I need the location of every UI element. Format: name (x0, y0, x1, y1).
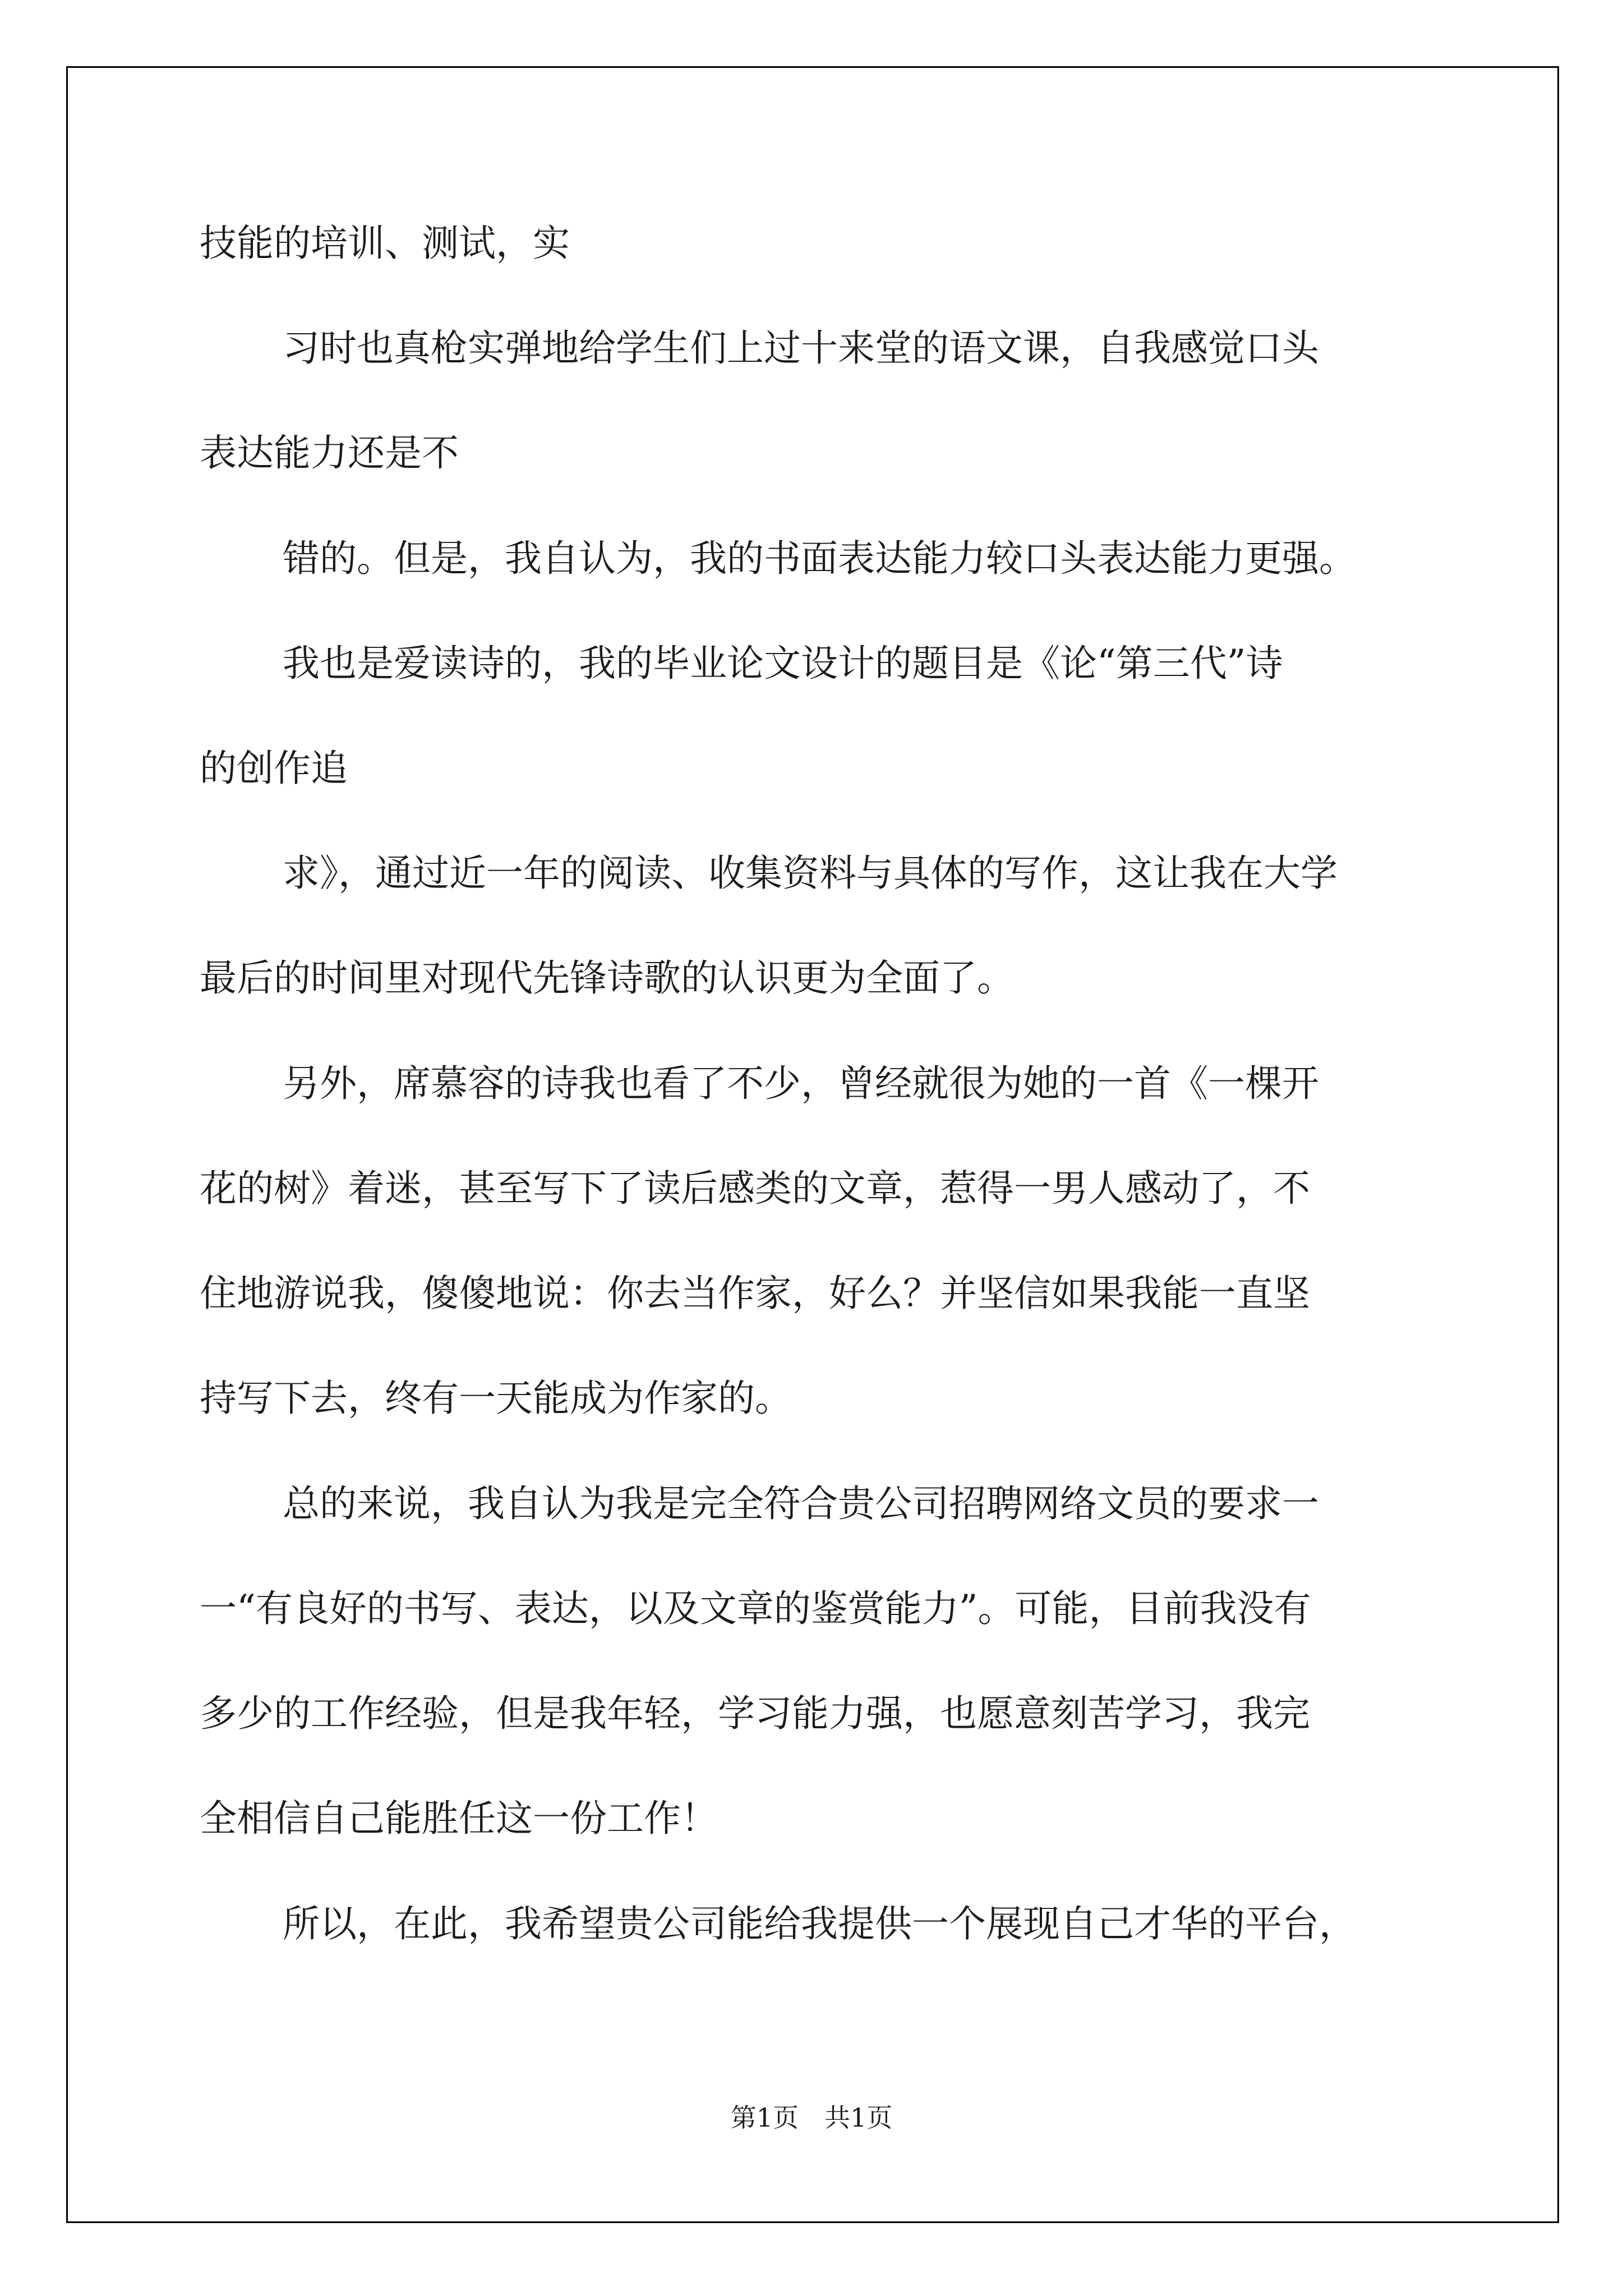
text-line: 所以，在此，我希望贵公司能给我提供一个展现自己才华的平台， (283, 1902, 1356, 1945)
text-line: 习时也真枪实弹地给学生们上过十来堂的语文课，自我感觉口头 (283, 326, 1319, 370)
text-line: 错的。但是，我自认为，我的书面表达能力较口头表达能力更强。 (283, 537, 1356, 580)
text-line: 一“有良好的书写、表达，以及文章的鉴赏能力”。可能，目前我没有 (200, 1587, 1311, 1630)
text-line: 我也是爱读诗的，我的毕业论文设计的题目是《论“第三代”诗 (283, 642, 1283, 685)
text-line: 最后的时间里对现代先锋诗歌的认识更为全面了。 (200, 956, 1014, 1000)
text-line: 全相信自己能胜任这一份工作！ (200, 1797, 718, 1840)
page-number: 第1页 (730, 2102, 799, 2133)
text-line: 另外，席慕容的诗我也看了不少，曾经就很为她的一首《一棵开 (283, 1062, 1319, 1105)
page-footer (0, 2101, 1623, 2134)
text-line: 多少的工作经验，但是我年轻，学习能力强，也愿意刻苦学习，我完 (200, 1692, 1310, 1735)
text-line: 表达能力还是不 (200, 431, 459, 475)
text-line: 持写下去，终有一天能成为作家的。 (200, 1377, 792, 1420)
text-line: 总的来说，我自认为我是完全符合贵公司招聘网络文员的要求一 (283, 1482, 1319, 1525)
text-line: 住地游说我，傻傻地说：你去当作家，好么？并坚信如果我能一直坚 (200, 1272, 1310, 1315)
page-total: 共1页 (824, 2102, 893, 2133)
text-line: 的创作追 (200, 747, 348, 790)
text-line: 花的树》着迷，甚至写下了读后感类的文章，惹得一男人感动了，不 (200, 1167, 1310, 1210)
text-line: 求》，通过近一年的阅读、收集资料与具体的写作，这让我在大学 (283, 852, 1338, 895)
text-line: 技能的培训、测试，实 (200, 222, 570, 265)
